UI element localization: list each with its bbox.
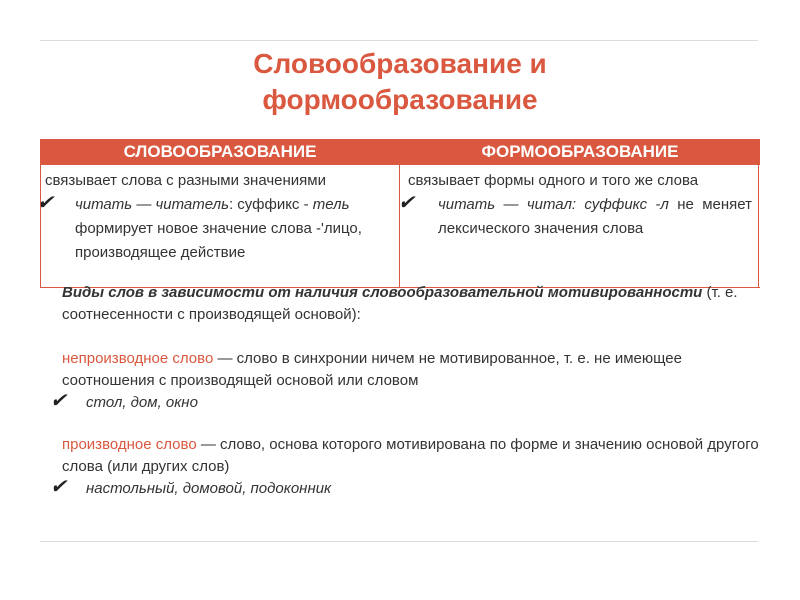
derived-examples-text: настольный, домовой, подоконник bbox=[86, 480, 332, 497]
left-example-words: читать — читатель bbox=[75, 196, 229, 213]
cell-right-example bbox=[438, 193, 752, 241]
cell-right-description: связывает формы одного и того же слова bbox=[408, 172, 699, 189]
right-example-words: читать — читал bbox=[438, 196, 572, 213]
check-icon: ✔ bbox=[37, 192, 54, 214]
nonderived-text: — слово в синхронии ничем не мотивированное, т. е. не имеющее соотношения с производящей основой или словом bbox=[62, 350, 682, 389]
check-icon: ✔ bbox=[50, 476, 67, 498]
derived-definition bbox=[62, 434, 762, 478]
title-line-2: формообразование bbox=[262, 84, 538, 115]
header-word-formation: СЛОВООБРАЗОВАНИЕ bbox=[123, 142, 317, 161]
cell-form-formation bbox=[400, 165, 759, 287]
types-heading-rest: (т. е. соотнесенности с производящей основой): bbox=[62, 284, 738, 323]
right-example-rest: не меняет лексического значения слова bbox=[438, 196, 752, 237]
nonderived-term: непроизводное слово bbox=[62, 350, 214, 367]
check-icon: ✔ bbox=[50, 390, 67, 412]
derived-examples bbox=[50, 476, 762, 500]
left-example-suffix: тель bbox=[312, 196, 350, 213]
derived-text: — слово, основа которого мотивирована по форме и значению основой другого слова (или других слов) bbox=[62, 436, 759, 475]
derived-term: производное слово bbox=[62, 436, 197, 453]
types-heading-bold: Виды слов в зависимости от наличия словообразовательной мотивированности bbox=[62, 284, 703, 301]
table-body-row bbox=[37, 165, 760, 288]
nonderived-examples-text: стол, дом, окно bbox=[86, 394, 198, 411]
nonderived-examples bbox=[50, 390, 762, 414]
cell-left-description: связывает слова с разными значениями bbox=[45, 172, 326, 189]
check-icon: ✔ bbox=[398, 192, 415, 214]
nonderived-definition bbox=[62, 348, 762, 392]
cell-word-formation bbox=[37, 165, 400, 287]
slide-title bbox=[180, 46, 620, 118]
header-form-formation: ФОРМООБРАЗОВАНИЕ bbox=[481, 142, 679, 161]
word-types-section bbox=[50, 282, 762, 500]
right-example-suffix: : суффикс -л bbox=[571, 196, 669, 213]
comparison-table bbox=[37, 139, 760, 288]
left-example-suffix-label: : суффикс - bbox=[228, 196, 309, 213]
title-line-1: Словообразование и bbox=[253, 48, 547, 79]
left-example-rest: формирует новое значение слова -'лицо, производящее действие bbox=[75, 220, 362, 261]
types-heading bbox=[62, 282, 762, 326]
table-header-row bbox=[40, 139, 760, 165]
cell-left-example bbox=[75, 193, 395, 265]
